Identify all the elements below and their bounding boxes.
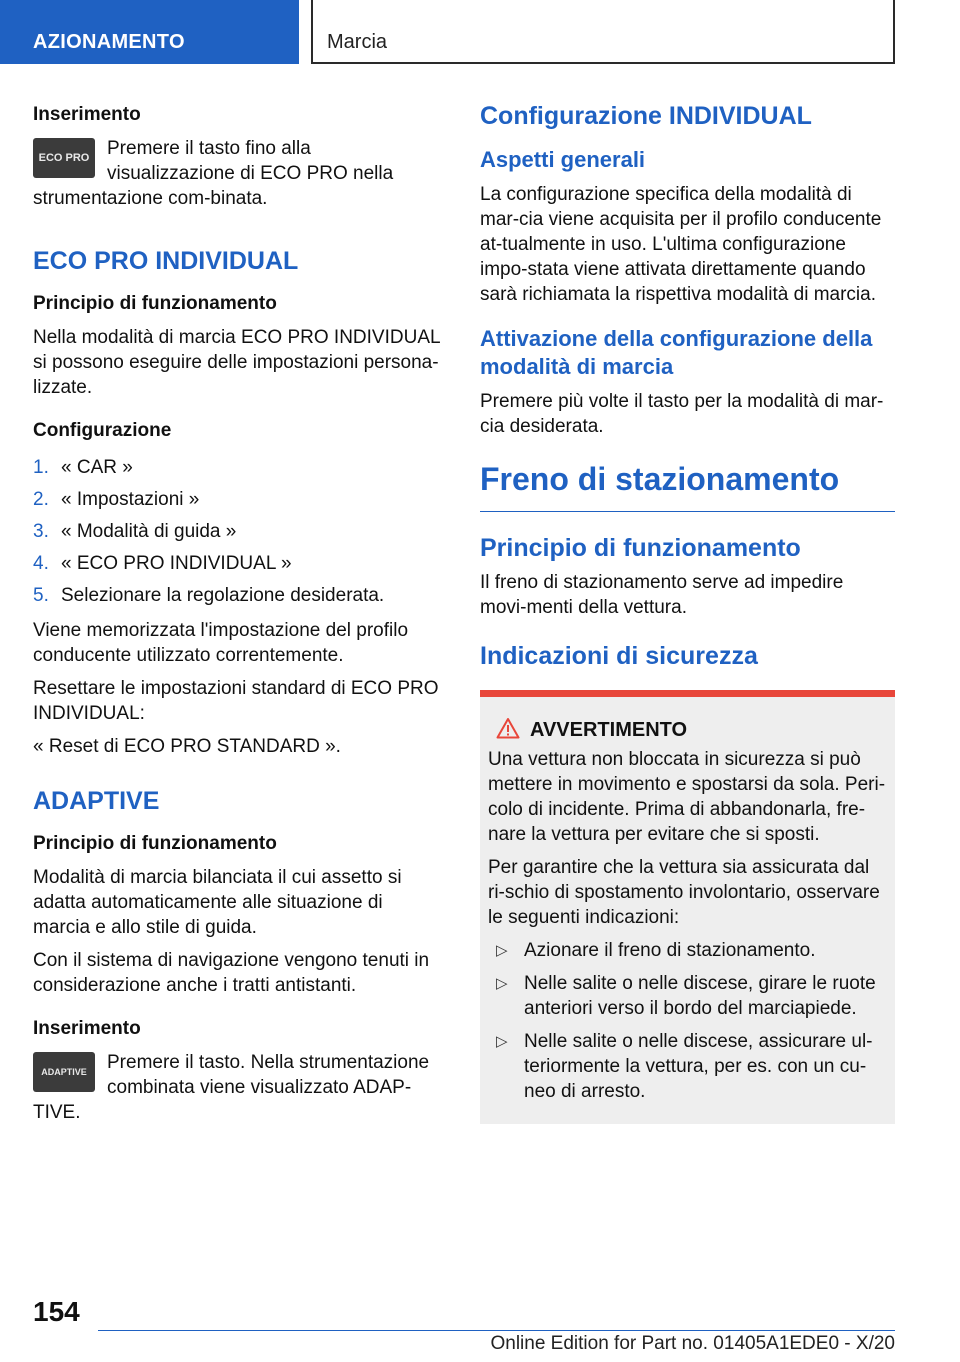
warning-triangle-icon <box>496 719 530 741</box>
adaptive-key-block <box>33 1050 443 1133</box>
freno-principio-heading: Principio di funzionamento <box>480 534 801 562</box>
aspetti-heading: Aspetti generali <box>480 147 646 172</box>
memo-text: Viene memorizzata l'impostazione del profilo conducente utilizzato correntemente. <box>33 620 409 666</box>
list-item: 5. Selezionare la regolazione desiderata. <box>33 585 385 606</box>
left-column <box>33 100 443 1133</box>
list-item: ▷ Nelle salite o nelle discese, assicurare ul-teriormente la vettura, per es. con un cu-neo di arresto. <box>496 1031 873 1102</box>
configurazione-heading: Configurazione <box>33 420 172 441</box>
eco-pro-key-block <box>33 136 443 219</box>
bullet-triangle-icon: ▷ <box>496 975 508 992</box>
adaptive-text-2: Con il sistema di navigazione vengono tenuti in considerazione anche i tratti antistanti. <box>33 950 430 996</box>
eco-pro-button-icon: ECO PRO <box>33 138 95 178</box>
adaptive-text-1: Modalità di marcia bilanciata il cui assetto si adatta automaticamente alle situazione di marcia e allo stile di guida. <box>33 867 402 938</box>
attivazione-heading: Attivazione della configurazione della modalità di marcia <box>480 326 873 379</box>
sicurezza-heading: Indicazioni di sicurezza <box>480 642 758 670</box>
config-individual-heading: Configurazione INDIVIDUAL <box>480 102 812 130</box>
config-steps <box>33 452 443 612</box>
list-item: 1. « CAR » <box>33 457 133 478</box>
warning-box <box>480 697 895 1124</box>
warning-header <box>488 715 887 745</box>
list-item: 3. « Modalità di guida » <box>33 521 237 542</box>
adaptive-button-icon: ADAPTIVE <box>33 1052 95 1092</box>
adaptive-principio-heading: Principio di funzionamento <box>33 833 277 854</box>
bullet-triangle-icon: ▷ <box>496 942 508 959</box>
inserimento-text: Premere il tasto fino alla visualizzazione di ECO PRO nella strumentazione com-binata. <box>33 138 394 209</box>
footer-rule <box>98 1330 895 1331</box>
freno-principio-text: Il freno di stazionamento serve ad impedire movi-menti della vettura. <box>480 572 844 618</box>
inserimento-adaptive-text: Premere il tasto. Nella strumentazione combinata viene visualizzato ADAP-TIVE. <box>33 1052 430 1123</box>
inserimento-heading: Inserimento <box>33 104 141 125</box>
page-number: 154 <box>33 1296 80 1327</box>
principio-text: Nella modalità di marcia ECO PRO INDIVIDUAL si possono eseguire delle impostazioni persona-lizzate. <box>33 327 440 398</box>
reset-text: Resettare le impostazioni standard di ECO PRO INDIVIDUAL: <box>33 678 439 724</box>
chapter-title: Marcia <box>311 0 895 64</box>
warning-title: AVVERTIMENTO <box>530 719 688 741</box>
warning-bullets <box>488 938 887 1104</box>
section-tab: AZIONAMENTO <box>0 0 299 64</box>
aspetti-text: La configurazione specifica della modalità di mar-cia viene acquisita per il profilo conducente at-tualmente in uso. L'ultima configurazione impo-stata viene attivata direttamente quando sarà richiamata la rispettiva modalità di marcia. <box>480 184 882 305</box>
inserimento-adaptive-heading: Inserimento <box>33 1018 141 1039</box>
warning-text-1: Una vettura non bloccata in sicurezza si può mettere in movimento e spostarsi da sola. Peri-colo di incidente. Prima di abbandonarla, fre-nare la vettura per evitare che si sposti. <box>488 749 886 845</box>
warning-bar <box>480 690 895 697</box>
footer-edition: Online Edition for Part no. 01405A1EDE0 - X/20 <box>490 1333 895 1354</box>
list-item: ▷ Nelle salite o nelle discese, girare le ruote anteriori verso il bordo del marciapiede. <box>496 973 876 1019</box>
adaptive-heading: ADAPTIVE <box>33 787 160 815</box>
warning-text-2: Per garantire che la vettura sia assicurata dal ri-schio di spostamento involontario, osservare le seguenti indicazioni: <box>488 857 880 928</box>
list-item: ▷ Azionare il freno di stazionamento. <box>496 940 816 961</box>
principio-heading: Principio di funzionamento <box>33 293 277 314</box>
right-column <box>480 100 895 1124</box>
bullet-triangle-icon: ▷ <box>496 1033 508 1050</box>
attivazione-text: Premere più volte il tasto per la modalità di mar-cia desiderata. <box>480 391 884 437</box>
freno-heading: Freno di stazionamento <box>480 459 895 512</box>
reset-command: « Reset di ECO PRO STANDARD ». <box>33 736 341 757</box>
eco-pro-individual-heading: ECO PRO INDIVIDUAL <box>33 247 299 275</box>
list-item: 4. « ECO PRO INDIVIDUAL » <box>33 553 292 574</box>
list-item: 2. « Impostazioni » <box>33 489 200 510</box>
